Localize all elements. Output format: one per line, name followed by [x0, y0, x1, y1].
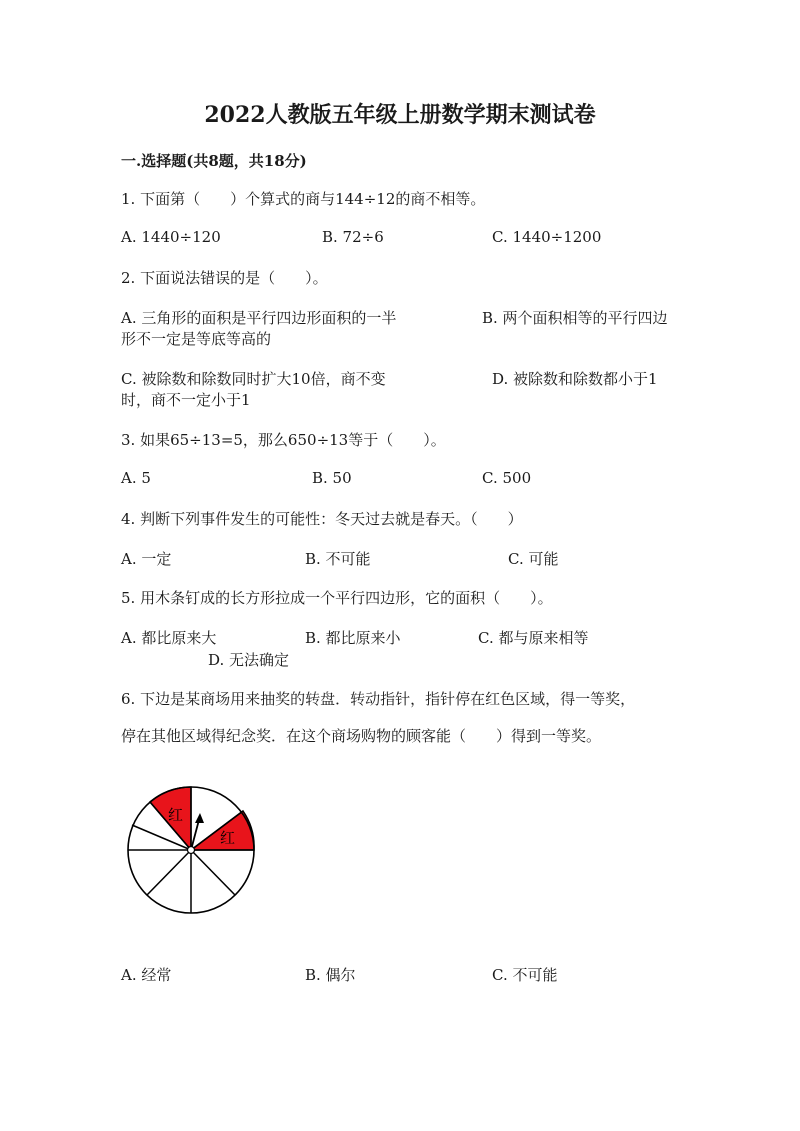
question-6-option-c: C. 不可能	[492, 966, 558, 984]
question-2-option-b: B. 两个面积相等的平行四边	[482, 309, 668, 327]
question-2-option-d: D. 被除数和除数都小于1	[492, 370, 658, 388]
wheel-center-pin	[188, 847, 195, 854]
question-1-option-c: C. 1440÷1200	[492, 228, 602, 246]
question-3-option-a: A. 5	[121, 469, 151, 487]
question-5-option-b: B. 都比原来小	[305, 629, 401, 647]
question-3-option-c: C. 500	[482, 469, 532, 487]
question-2-option-a: A. 三角形的面积是平行四边形面积的一半	[121, 309, 397, 327]
pointer-arrow-icon	[195, 813, 204, 823]
wheel-divider	[147, 850, 191, 895]
question-6-stem-line-1: 6. 下边是某商场用来抽奖的转盘．转动指针，指针停在红色区域，得一等奖，	[121, 690, 636, 708]
wheel-divider	[191, 850, 235, 895]
wheel-label-red-2: 红	[220, 829, 236, 847]
question-2-option-b-continued: 形不一定是等底等高的	[121, 330, 272, 348]
question-1-option-b: B. 72÷6	[322, 228, 384, 246]
question-5-option-d: D. 无法确定	[208, 651, 290, 669]
question-4-option-c: C. 可能	[508, 550, 559, 568]
question-5-option-a: A. 都比原来大	[121, 629, 217, 647]
question-4-stem: 4. 判断下列事件发生的可能性：冬天过去就是春天。（ ）	[121, 510, 523, 528]
question-6-option-b: B. 偶尔	[305, 966, 356, 984]
question-5-stem: 5. 用木条钉成的长方形拉成一个平行四边形，它的面积（ ）。	[121, 589, 553, 607]
section-heading: 一.选择题(共8题，共18分)	[121, 152, 307, 170]
question-6-option-a: A. 经常	[121, 966, 172, 984]
question-2-option-c: C. 被除数和除数同时扩大10倍，商不变	[121, 370, 386, 388]
page-title: 2022人教版五年级上册数学期末测试卷	[204, 102, 596, 128]
question-2-option-d-continued: 时，商不一定小于1	[121, 391, 251, 409]
lottery-wheel	[120, 780, 265, 920]
question-1-option-a: A. 1440÷120	[121, 228, 221, 246]
question-1-stem: 1. 下面第（ ）个算式的商与144÷12的商不相等。	[121, 190, 486, 208]
question-5-option-c: C. 都与原来相等	[478, 629, 589, 647]
wheel-label-red-1: 红	[168, 806, 184, 824]
question-4-option-b: B. 不可能	[305, 550, 371, 568]
question-6-stem-line-2: 停在其他区域得纪念奖．在这个商场购物的顾客能（ ）得到一等奖。	[121, 727, 602, 745]
question-4-option-a: A. 一定	[121, 550, 172, 568]
question-2-stem: 2. 下面说法错误的是（ ）。	[121, 269, 328, 287]
question-3-option-b: B. 50	[312, 469, 352, 487]
question-3-stem: 3. 如果65÷13=5，那么650÷13等于（ ）。	[121, 431, 446, 449]
